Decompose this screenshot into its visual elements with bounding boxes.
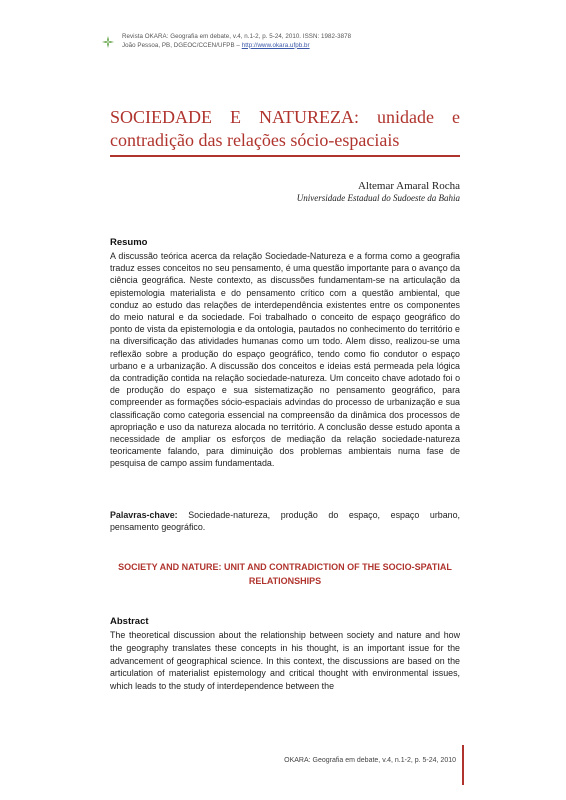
footer-divider [462, 745, 464, 785]
journal-header [122, 33, 351, 50]
abstract-text: The theoretical discussion about the relationship between society and nature and how the geography translates these concepts in his thought, is an important issue for the advancement of geographical science. In this context, the discussions are based on the articulation of materialist epistemology and critical thought with environmental issues, which leads to the study of interdependence between the [110, 630, 460, 692]
header-location: João Pessoa, PB, DGEOC/CCEN/UFPB – [122, 41, 242, 49]
resumo-text: A discussão teórica acerca da relação Sociedade-Natureza e a forma como a geografia traduz esses conceitos no seu pensamento, é uma questão importante para o avanço da ciência geográfica. Neste contexto, as discussões fundamentam-se na articulação da epistemologia materialista e do pensamento crítico com a questão ambiental, que conduz ao estudo das relações de interdependência existentes entre os componentes do meio natural e da sociedade. Foi trabalhado o conceito de espaço geográfico do ponto de vista da epistemologia e da ontologia, pautados no conhecimento do território e na diversificação das atividades humanas como um todo. Alem disso, realizou-se uma reflexão sobre a produção do espaço geográfico, tendo como fio condutor o espaço urbano e a urbanização. A discussão dos conceitos e ideias está permeada pela lógica da contradição contida na relação sociedade-natureza. Um conceito chave adotado foi o de produção do espaço e sua sistematização no pensamento geográfico, para compreender as formações sócio-espaciais advindas do processo de urbanização e sua classificação como categoria essencial na compreensão da dinâmica dos processos de apropriação e uso da natureza alocada no território. A conclusão desse estudo aponta a necessidade de ampliar os esforços de mediação da relação sociedade-natureza teoricamente falando, para diminuição dos problemas ambientais numa fase de pesquisa de campo assim fundamentada. [110, 251, 460, 469]
author-name: Altemar Amaral Rocha [357, 180, 460, 192]
english-title: SOCIETY AND NATURE: UNIT AND CONTRADICTION OF THE SOCIO-SPATIAL RELATIONSHIPS [118, 562, 452, 586]
paper-title: SOCIEDADE E NATUREZA: unidade e contradição das relações sócio-espaciais [110, 107, 460, 150]
resumo-heading: Resumo [110, 237, 148, 248]
title-divider [110, 155, 460, 157]
header-line-1: Revista OKARA: Geografia em debate, v.4, n.1-2, p. 5-24, 2010. ISSN: 1982-3878 [122, 33, 352, 40]
abstract-heading: Abstract [110, 616, 149, 627]
footer-citation: OKARA: Geografia em debate, v.4, n.1-2, p. 5-24, 2010 [284, 757, 456, 764]
okara-logo-icon [102, 36, 114, 48]
keywords-text: Sociedade-natureza, produção do espaço, espaço urbano, pensamento geográfico. [110, 510, 460, 533]
keywords-label: Palavras-chave: [110, 510, 178, 520]
keywords [110, 509, 460, 533]
author-affiliation: Universidade Estadual do Sudoeste da Bahia [296, 193, 460, 203]
journal-link[interactable]: http://www.okara.ufpb.br [241, 41, 310, 49]
header-line-2 [122, 42, 351, 51]
